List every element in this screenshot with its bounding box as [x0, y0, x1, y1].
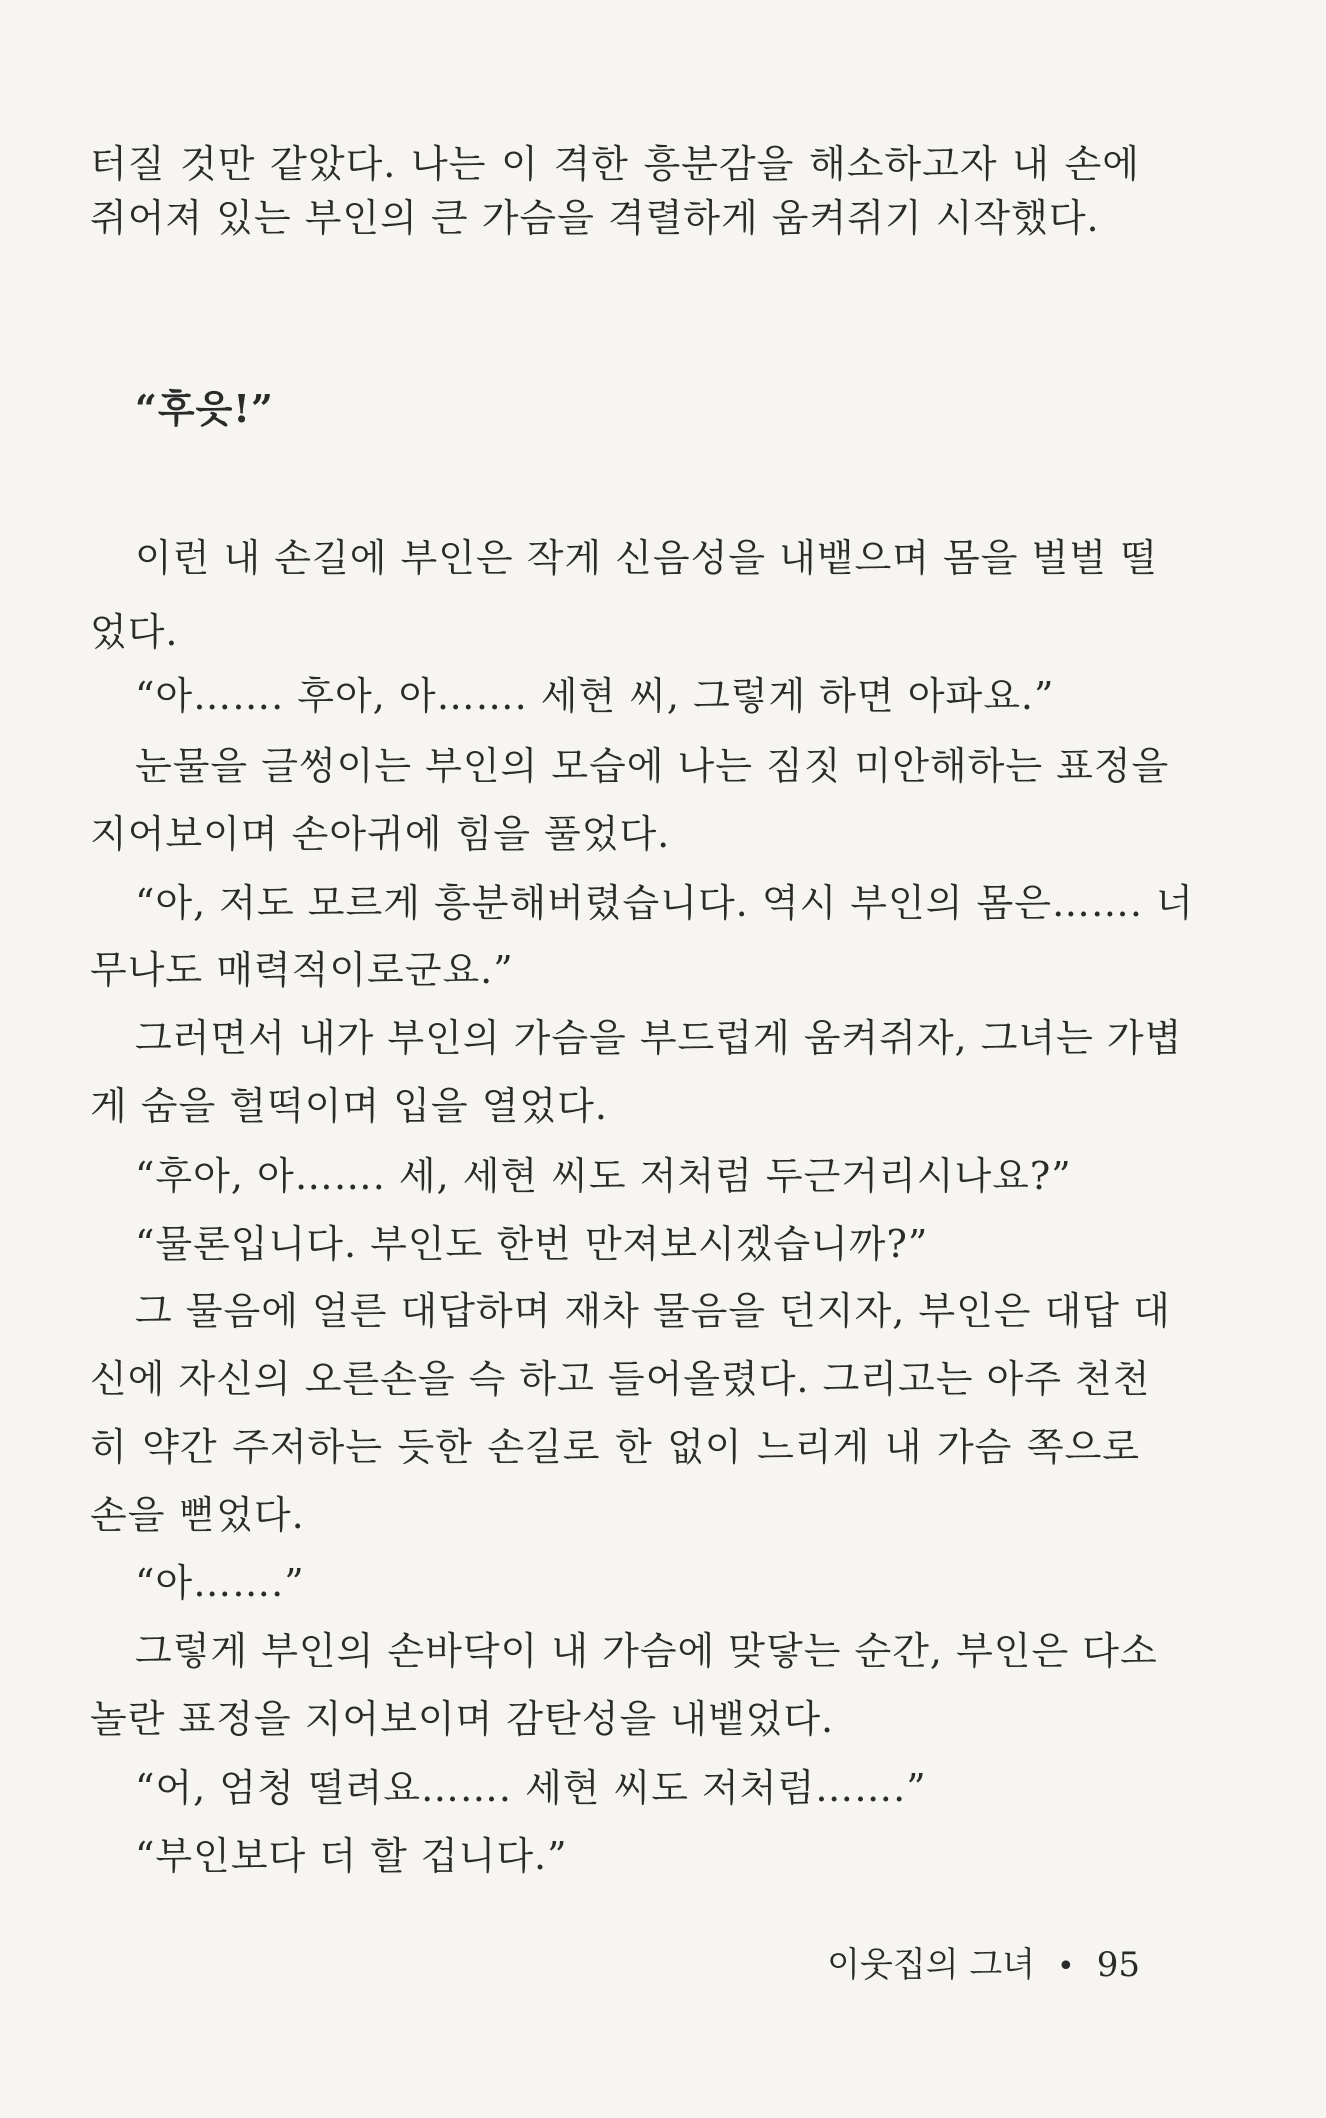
text-line: “물론입니다. 부인도 한번 만져보시겠습니까?”: [135, 1222, 929, 1266]
text-line: 쥐어져 있는 부인의 큰 가슴을 격렬하게 움켜쥐기 시작했다.: [90, 196, 1100, 240]
text-line: “아……. 후아, 아……. 세현 씨, 그렇게 하면 아파요.”: [135, 674, 1055, 718]
text-line: 그러면서 내가 부인의 가슴을 부드럽게 움켜쥐자, 그녀는 가볍: [135, 1016, 1183, 1060]
text-line: 놀란 표정을 지어보이며 감탄성을 내뱉었다.: [90, 1697, 835, 1741]
text-line-exclamation: “후읏!”: [135, 386, 274, 431]
text-line: 신에 자신의 오른손을 슥 하고 들어올렸다. 그리고는 아주 천천: [90, 1357, 1151, 1401]
text-line: 손을 뻗었다.: [90, 1493, 305, 1537]
text-line: 그렇게 부인의 손바닥이 내 가슴에 맞닿는 순간, 부인은 다소: [135, 1629, 1158, 1673]
text-line: 지어보이며 손아귀에 힘을 풀었다.: [90, 812, 671, 856]
text-line: 그 물음에 얼른 대답하며 재차 물음을 던지자, 부인은 대답 대: [135, 1289, 1171, 1333]
text-line: 이런 내 손길에 부인은 작게 신음성을 내뱉으며 몸을 벌벌 떨: [135, 536, 1158, 580]
text-line: 히 약간 주저하는 듯한 손길로 한 없이 느리게 내 가슴 쪽으로: [90, 1425, 1140, 1469]
text-line: 었다.: [90, 610, 179, 654]
running-title: 이웃집의 그녀: [827, 1945, 1036, 1985]
text-line: 눈물을 글썽이는 부인의 모습에 나는 짐짓 미안해하는 표정을: [135, 744, 1170, 788]
text-line: 무나도 매력적이로군요.”: [90, 948, 514, 992]
separator-dot: •: [1057, 1949, 1075, 1984]
text-line: 게 숨을 헐떡이며 입을 열었다.: [90, 1084, 608, 1128]
text-line: “아, 저도 모르게 흥분해버렸습니다. 역시 부인의 몸은……. 너: [135, 881, 1194, 925]
text-line: “후아, 아……. 세, 세현 씨도 저처럼 두근거리시나요?”: [135, 1154, 1072, 1198]
page-number: 95: [1096, 1945, 1140, 1985]
text-line: “어, 엄청 떨려요……. 세현 씨도 저처럼…….”: [135, 1766, 927, 1810]
text-line: “부인보다 더 할 겁니다.”: [135, 1834, 568, 1878]
text-line: “아…….”: [135, 1561, 305, 1605]
text-line: 터질 것만 같았다. 나는 이 격한 흥분감을 해소하고자 내 손에: [90, 142, 1140, 186]
page-footer: [827, 1940, 1140, 1992]
